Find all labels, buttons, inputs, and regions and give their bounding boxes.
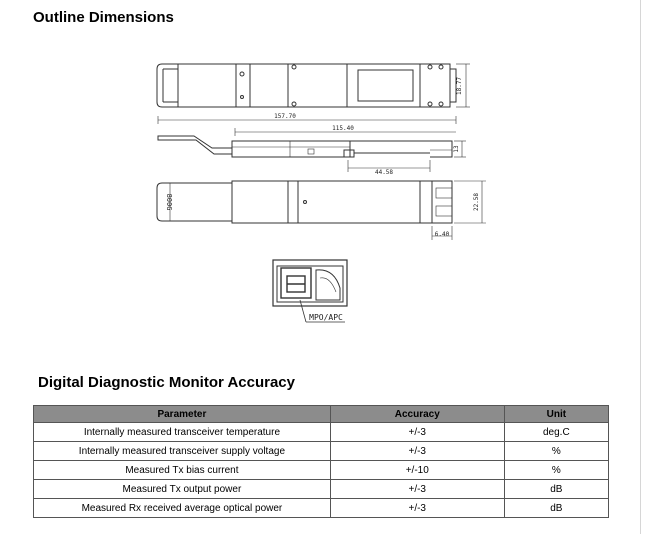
table-row xyxy=(34,423,609,442)
cell-unit: % xyxy=(504,461,608,480)
table-row xyxy=(34,461,609,480)
table-row xyxy=(34,442,609,461)
cell-parameter: Measured Tx bias current xyxy=(34,461,331,480)
cell-unit: dB xyxy=(504,480,608,499)
ddm-accuracy-table xyxy=(33,405,609,518)
side-view xyxy=(158,116,466,172)
cell-unit: dB xyxy=(504,499,608,518)
header-accuracy: Accuracy xyxy=(330,406,504,423)
ddm-accuracy-heading: Digital Diagnostic Monitor Accuracy xyxy=(38,374,295,391)
cell-accuracy: +/-3 xyxy=(330,480,504,499)
table-header-row xyxy=(34,406,609,423)
header-unit: Unit xyxy=(504,406,608,423)
dim-heatsink-label: 44.58 xyxy=(374,169,394,176)
cell-parameter: Measured Rx received average optical power xyxy=(34,499,331,518)
cell-accuracy: +/-3 xyxy=(330,423,504,442)
dim-side-label: 22.58 xyxy=(473,192,480,212)
cell-unit: deg.C xyxy=(504,423,608,442)
dim-overall-label: 157.70 xyxy=(274,113,296,120)
cell-accuracy: +/-3 xyxy=(330,499,504,518)
pull-tab-label: 800G xyxy=(165,193,173,211)
dim-height-label: 13 xyxy=(453,145,460,153)
cell-parameter: Internally measured transceiver temperature xyxy=(34,423,331,442)
dim-width-label: 18.77 xyxy=(456,76,463,96)
cell-accuracy: +/-10 xyxy=(330,461,504,480)
cell-parameter: Measured Tx output power xyxy=(34,480,331,499)
dim-body-label: 115.40 xyxy=(332,125,354,132)
top-view xyxy=(157,64,470,107)
table-row xyxy=(34,499,609,518)
dim-nose-label: 6.40 xyxy=(434,231,450,238)
table-row xyxy=(34,480,609,499)
header-parameter: Parameter xyxy=(34,406,331,423)
cell-parameter: Internally measured transceiver supply voltage xyxy=(34,442,331,461)
outline-dimensions-heading: Outline Dimensions xyxy=(33,9,174,26)
connector-label: MPO/APC xyxy=(309,313,343,322)
cell-accuracy: +/-3 xyxy=(330,442,504,461)
cell-unit: % xyxy=(504,442,608,461)
